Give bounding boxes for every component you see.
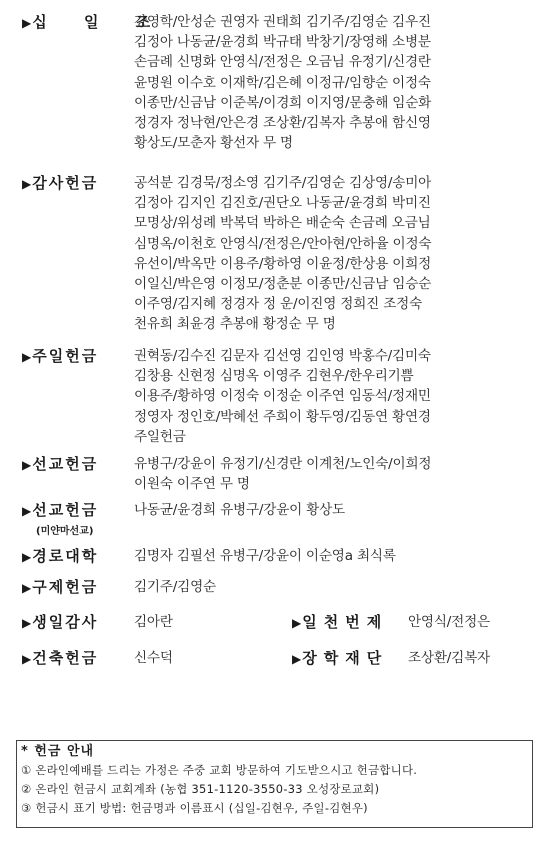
notice-line: ② 온라인 헌금시 교회계좌 (농협 351-1120-3550-33 오성장로교회) — [21, 782, 380, 796]
name-line: 김정아 나동균/윤경희 박규태 박창기/장영해 소병분 — [134, 34, 431, 51]
section-label: ▶구제헌금 — [22, 578, 99, 596]
name-list — [134, 546, 542, 566]
name-line: 황상도/모춘자 황선자 무 명 — [134, 135, 293, 152]
triangle-bullet-icon: ▶ — [22, 177, 32, 191]
name-line: 조상환/김복자 — [408, 650, 490, 666]
notice-title: * 헌금 안내 — [21, 744, 95, 759]
triangle-bullet-icon: ▶ — [22, 350, 32, 364]
name-line: 공석분 김경묵/정소영 김기주/김영순 김상영/송미아 — [134, 175, 432, 191]
section-label: ▶생일감사 — [22, 613, 99, 631]
name-list — [134, 577, 542, 597]
section-label: ▶건축헌금 — [22, 649, 99, 667]
name-line: 이종만/신금남 이준복/이경희 이지영/문충해 임순화 — [134, 94, 432, 111]
triangle-bullet-icon: ▶ — [22, 616, 32, 630]
name-line: 모명상/위성례 박복덕 박하은 배순숙 손금례 오금님 — [134, 215, 431, 232]
name-line: 이주영/김지혜 정경자 정 운/이진영 정희진 조정숙 — [134, 296, 422, 313]
triangle-bullet-icon: ▶ — [22, 652, 32, 666]
section-label: ▶주일헌금 — [22, 347, 99, 365]
triangle-bullet-icon: ▶ — [22, 550, 32, 564]
name-line: 심명옥/이천호 안영식/전정은/안아현/안하율 이정숙 — [134, 235, 432, 252]
notice-line: ③ 헌금시 표기 방법: 헌금명과 이름표시 (십일-김현우, 주일-김현우) — [21, 801, 368, 815]
name-list — [134, 12, 542, 153]
name-list — [408, 612, 552, 632]
name-line: 이용주/황하영 이정숙 이정순 이주연 임동석/정재민 — [134, 388, 431, 405]
name-line: 김아란 — [134, 614, 173, 630]
name-line: 유선이/박옥만 이용주/황하영 이윤정/한상용 이희정 — [134, 255, 432, 272]
section-label: ▶선교헌금 (미얀마선교) — [22, 500, 134, 521]
section-label: ▶선교헌금 — [22, 455, 99, 473]
name-list — [134, 346, 542, 447]
name-line: 김명자 김필선 유병구/강윤이 이순영a 최식록 — [134, 548, 396, 564]
section-label: ▶장학재단 — [292, 649, 389, 667]
notice-line: ① 온라인예배를 드리는 가정은 주중 교회 방문하여 기도받으시고 헌금합니다. — [21, 763, 418, 777]
name-line: 김기주/김영순 — [134, 579, 216, 595]
section-label: ▶감사헌금 — [22, 174, 99, 192]
section-sublabel: (미얀마선교) — [36, 526, 94, 537]
name-line: 이원숙 이주연 무 명 — [134, 476, 250, 493]
section-label: ▶경로대학 — [22, 547, 99, 565]
name-line: 김창용 신현정 심명옥 이영주 김현우/한우리기쁨 — [134, 368, 414, 385]
name-line: 나동균/윤경희 유병구/강윤이 황상도 — [134, 502, 345, 518]
name-line: 천유희 최윤경 추봉애 황정순 무 명 — [134, 316, 336, 333]
name-line: 신수덕 — [134, 650, 173, 666]
triangle-bullet-icon: ▶ — [22, 458, 32, 472]
name-list — [408, 648, 552, 668]
triangle-bullet-icon: ▶ — [22, 16, 32, 30]
name-line: 권혁동/김수진 김문자 김선영 김인영 박홍수/김미숙 — [134, 348, 431, 364]
name-line: 안영식/전정은 — [408, 614, 490, 630]
name-line: 주일헌금 — [134, 428, 186, 445]
name-line: 정경자 정낙현/안은경 조상환/김복자 추봉애 함신영 — [134, 114, 431, 131]
triangle-bullet-icon: ▶ — [292, 616, 302, 630]
name-line: 유병구/강윤이 유정기/신경란 이계천/노인숙/이희정 — [134, 456, 432, 472]
name-list — [134, 173, 542, 335]
name-list — [134, 454, 542, 494]
section-label: ▶십 일 조 — [22, 13, 167, 31]
name-list — [134, 500, 542, 520]
triangle-bullet-icon: ▶ — [22, 504, 32, 518]
name-line: 윤명원 이수호 이재학/김은혜 이정규/임향순 이정숙 — [134, 74, 431, 91]
name-line: 김정아 김지인 김진호/권단오 나동균/윤경희 박미진 — [134, 195, 431, 212]
name-line: 손금례 신명화 안영식/전정은 오금님 유정기/신경란 — [134, 54, 431, 71]
name-line: 이일신/박은영 이정모/정춘분 이종만/신금남 임승순 — [134, 275, 432, 292]
name-line: 정영자 정인호/박혜선 주희이 황두영/김동연 황연경 — [134, 408, 431, 425]
triangle-bullet-icon: ▶ — [292, 652, 302, 666]
triangle-bullet-icon: ▶ — [22, 581, 32, 595]
name-line: 강영학/안성순 권영자 권태희 김기주/김영순 김우진 — [134, 14, 431, 30]
section-label: ▶일천번제 — [292, 613, 389, 631]
offering-notice-box — [16, 740, 533, 828]
